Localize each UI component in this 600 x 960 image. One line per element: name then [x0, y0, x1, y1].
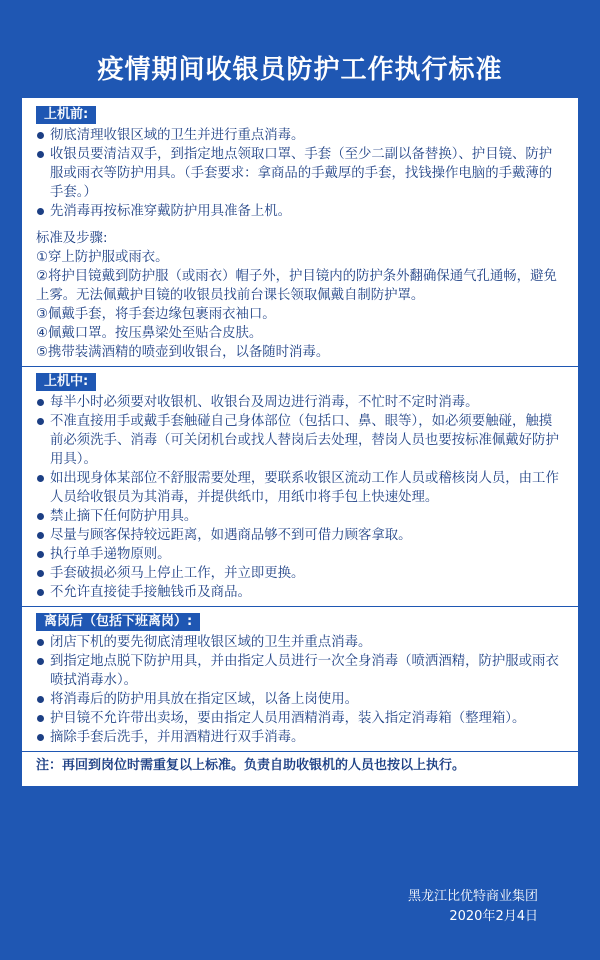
section-tag-after: 离岗后（包括下班离岗）:	[36, 613, 200, 631]
issue-date: 2020年2月4日	[449, 909, 538, 924]
list-item: 尽量与顾客保持较远距离，如遇商品够不到可借力顾客拿取。	[36, 526, 564, 545]
steps-heading: 标准及步骤:	[36, 231, 108, 246]
step-item: ④佩戴口罩。按压鼻梁处至贴合皮肤。	[36, 326, 263, 341]
divider	[22, 751, 578, 752]
divider	[22, 366, 578, 367]
list-item: 手套破损必须马上停止工作，并立即更换。	[36, 564, 564, 583]
steps-list	[36, 248, 564, 362]
section-tag-before: 上机前:	[36, 106, 96, 124]
list-item: 禁止摘下任何防护用具。	[36, 507, 564, 526]
page-title: 疫情期间收银员防护工作执行标准	[97, 55, 503, 85]
list-item: 将消毒后的防护用具放在指定区域，以备上岗使用。	[36, 690, 564, 709]
before-list	[36, 126, 564, 221]
after-list	[36, 633, 564, 747]
divider	[22, 606, 578, 607]
list-item: 摘除手套后洗手，并用酒精进行双手消毒。	[36, 728, 564, 747]
list-item: 闭店下机的要先彻底清理收银区域的卫生并重点消毒。	[36, 633, 564, 652]
content-panel	[22, 98, 578, 786]
list-item: 收银员要清洁双手，到指定地点领取口罩、手套（至少二副以备替换）、护目镜、防护服或雨衣等防护用具。（手套要求：拿商品的手戴厚的手套，找钱操作电脑的手戴薄的手套。）	[36, 145, 564, 202]
list-item: 不允许直接徒手接触钱币及商品。	[36, 583, 564, 602]
list-item: 先消毒再按标准穿戴防护用具准备上机。	[36, 202, 564, 221]
list-item: 如出现身体某部位不舒服需要处理，要联系收银区流动工作人员或稽核岗人员，由工作人员给收银员为其消毒，并提供纸巾，用纸巾将手包上快速处理。	[36, 469, 564, 507]
step-item: ⑤携带装满酒精的喷壶到收银台，以备随时消毒。	[36, 345, 330, 360]
footer	[408, 887, 538, 927]
list-item: 每半小时必须要对收银机、收银台及周边进行消毒，不忙时不定时消毒。	[36, 393, 564, 412]
list-item: 不准直接用手或戴手套触碰自己身体部位（包括口、鼻、眼等），如必须要触碰，触摸前必须洗手、消毒（可关闭机台或找人替岗后去处理，替岗人员也要按标准佩戴好防护用具）。	[36, 412, 564, 469]
list-item: 彻底清理收银区域的卫生并进行重点消毒。	[36, 126, 564, 145]
note-text: 注：再回到岗位时需重复以上标准。负责自助收银机的人员也按以上执行。	[36, 758, 466, 773]
organization-name: 黑龙江比优特商业集团	[407, 889, 538, 904]
step-item: ②将护目镜戴到防护服（或雨衣）帽子外，护目镜内的防护条外翻确保通气孔通畅，避免上雾。无法佩戴护目镜的收银员找前台课长领取佩戴自制防护罩。	[36, 269, 557, 303]
section-tag-during: 上机中:	[36, 373, 96, 391]
step-item: ①穿上防护服或雨衣。	[36, 250, 169, 265]
list-item: 执行单手递物原则。	[36, 545, 564, 564]
list-item: 到指定地点脱下防护用具，并由指定人员进行一次全身消毒（喷洒酒精，防护服或雨衣喷拭消毒水）。	[36, 652, 564, 690]
during-list	[36, 393, 564, 602]
step-item: ③佩戴手套，将手套边缘包裹雨衣袖口。	[36, 307, 276, 322]
list-item: 护目镜不允许带出卖场，要由指定人员用酒精消毒，装入指定消毒箱（整理箱）。	[36, 709, 564, 728]
